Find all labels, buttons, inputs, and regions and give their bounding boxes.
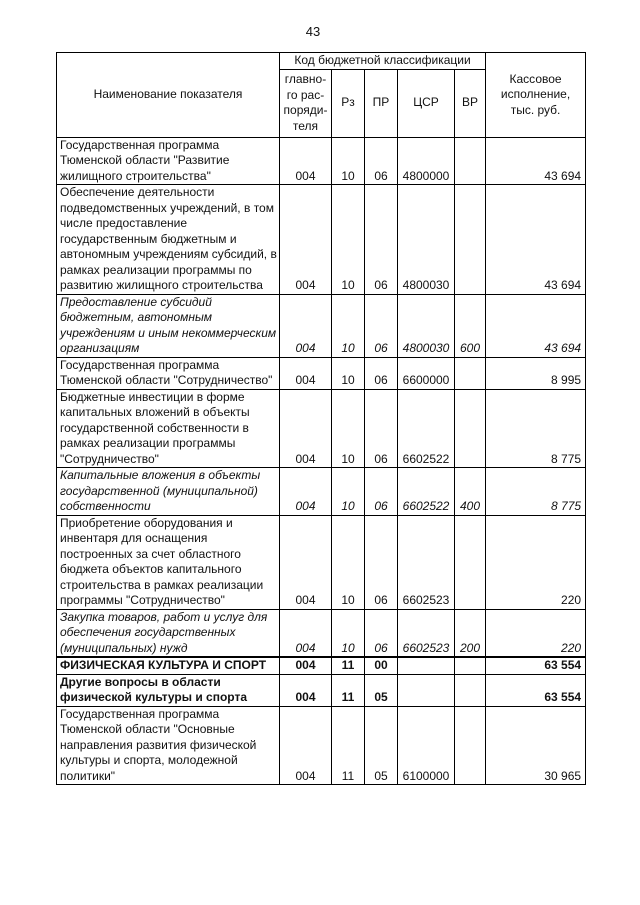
row-vr xyxy=(455,674,486,706)
row-rz: 10 xyxy=(332,609,365,657)
row-csr xyxy=(398,674,455,706)
row-csr: 6602523 xyxy=(398,609,455,657)
row-name: Капитальные вложения в объекты государственной (муниципальной) собственности xyxy=(57,468,280,516)
row-amount: 8 775 xyxy=(486,468,586,516)
row-vr xyxy=(455,137,486,185)
table-row xyxy=(57,706,586,785)
table-row xyxy=(57,468,586,516)
row-amount: 8 775 xyxy=(486,389,586,468)
row-name: Другие вопросы в области физической культуры и спорта xyxy=(57,674,280,706)
table-row xyxy=(57,609,586,657)
row-csr: 6602522 xyxy=(398,468,455,516)
table-row xyxy=(57,515,586,609)
row-name: Государственная программа Тюменской области "Развитие жилищного строительства" xyxy=(57,137,280,185)
table-row xyxy=(57,294,586,357)
row-name: Государственная программа Тюменской области "Основные направления развития физической культуры и спорта, молодежной политики" xyxy=(57,706,280,785)
row-grbs: 004 xyxy=(280,609,332,657)
row-grbs: 004 xyxy=(280,657,332,674)
row-pr: 06 xyxy=(365,609,398,657)
row-pr: 05 xyxy=(365,674,398,706)
row-csr: 4800030 xyxy=(398,185,455,295)
table-row xyxy=(57,357,586,389)
header-vr: ВР xyxy=(455,69,486,137)
row-rz: 10 xyxy=(332,468,365,516)
row-name: Бюджетные инвестиции в форме капитальных вложений в объекты государственной собственности в рамках реализации программы "Сотрудничество" xyxy=(57,389,280,468)
table-header xyxy=(57,53,586,138)
row-vr xyxy=(455,706,486,785)
row-csr: 4800000 xyxy=(398,137,455,185)
row-pr: 06 xyxy=(365,137,398,185)
row-vr xyxy=(455,389,486,468)
row-rz: 10 xyxy=(332,294,365,357)
row-csr: 6602522 xyxy=(398,389,455,468)
row-amount: 220 xyxy=(486,515,586,609)
header-pr: ПР xyxy=(365,69,398,137)
row-grbs: 004 xyxy=(280,674,332,706)
row-vr xyxy=(455,515,486,609)
row-rz: 10 xyxy=(332,185,365,295)
row-pr: 06 xyxy=(365,389,398,468)
budget-table xyxy=(56,52,586,785)
row-grbs: 004 xyxy=(280,468,332,516)
row-vr: 600 xyxy=(455,294,486,357)
header-grbs: главно-го рас-поряди-теля xyxy=(280,69,332,137)
row-rz: 11 xyxy=(332,657,365,674)
row-csr xyxy=(398,657,455,674)
row-csr: 6602523 xyxy=(398,515,455,609)
row-amount: 220 xyxy=(486,609,586,657)
row-grbs: 004 xyxy=(280,357,332,389)
row-grbs: 004 xyxy=(280,515,332,609)
row-name: ФИЗИЧЕСКАЯ КУЛЬТУРА И СПОРТ xyxy=(57,657,280,674)
row-pr: 06 xyxy=(365,515,398,609)
row-pr: 06 xyxy=(365,357,398,389)
row-name: Приобретение оборудования и инвентаря для оснащения построенных за счет областного бюджета объектов капитального строительства в рамках реализации программы "Сотрудничество" xyxy=(57,515,280,609)
row-grbs: 004 xyxy=(280,137,332,185)
row-amount: 43 694 xyxy=(486,294,586,357)
row-vr: 400 xyxy=(455,468,486,516)
header-rz: Рз xyxy=(332,69,365,137)
header-csr: ЦСР xyxy=(398,69,455,137)
row-vr xyxy=(455,185,486,295)
row-name: Закупка товаров, работ и услуг для обеспечения государственных (муниципальных) нужд xyxy=(57,609,280,657)
row-rz: 10 xyxy=(332,515,365,609)
table-row xyxy=(57,657,586,674)
header-code-group: Код бюджетной классификации xyxy=(280,53,486,70)
row-name: Государственная программа Тюменской области "Сотрудничество" xyxy=(57,357,280,389)
row-grbs: 004 xyxy=(280,389,332,468)
table-row xyxy=(57,137,586,185)
row-vr: 200 xyxy=(455,609,486,657)
row-rz: 10 xyxy=(332,357,365,389)
row-pr: 06 xyxy=(365,468,398,516)
row-vr xyxy=(455,657,486,674)
row-pr: 05 xyxy=(365,706,398,785)
table-row xyxy=(57,185,586,295)
row-rz: 11 xyxy=(332,706,365,785)
row-csr: 4800030 xyxy=(398,294,455,357)
table-body xyxy=(57,137,586,785)
row-csr: 6600000 xyxy=(398,357,455,389)
row-rz: 11 xyxy=(332,674,365,706)
table-row xyxy=(57,389,586,468)
row-amount: 43 694 xyxy=(486,185,586,295)
row-grbs: 004 xyxy=(280,294,332,357)
row-name: Предоставление субсидий бюджетным, автономным учреждениям и иным некоммерческим организациям xyxy=(57,294,280,357)
row-pr: 06 xyxy=(365,185,398,295)
row-amount: 43 694 xyxy=(486,137,586,185)
row-csr: 6100000 xyxy=(398,706,455,785)
row-rz: 10 xyxy=(332,137,365,185)
row-rz: 10 xyxy=(332,389,365,468)
row-pr: 06 xyxy=(365,294,398,357)
table-row xyxy=(57,674,586,706)
row-amount: 30 965 xyxy=(486,706,586,785)
row-amount: 8 995 xyxy=(486,357,586,389)
row-vr xyxy=(455,357,486,389)
row-amount: 63 554 xyxy=(486,657,586,674)
page-number: 43 xyxy=(305,24,321,39)
row-grbs: 004 xyxy=(280,706,332,785)
row-pr: 00 xyxy=(365,657,398,674)
row-name: Обеспечение деятельности подведомственных учреждений, в том числе предоставление государственным бюджетным и автономным учреждениям субсидий, в рамках реализации программы по развитию жилищного строительства xyxy=(57,185,280,295)
header-name: Наименование показателя xyxy=(57,53,280,138)
row-grbs: 004 xyxy=(280,185,332,295)
row-amount: 63 554 xyxy=(486,674,586,706)
header-amount: Кассовое исполнение, тыс. руб. xyxy=(486,53,586,138)
